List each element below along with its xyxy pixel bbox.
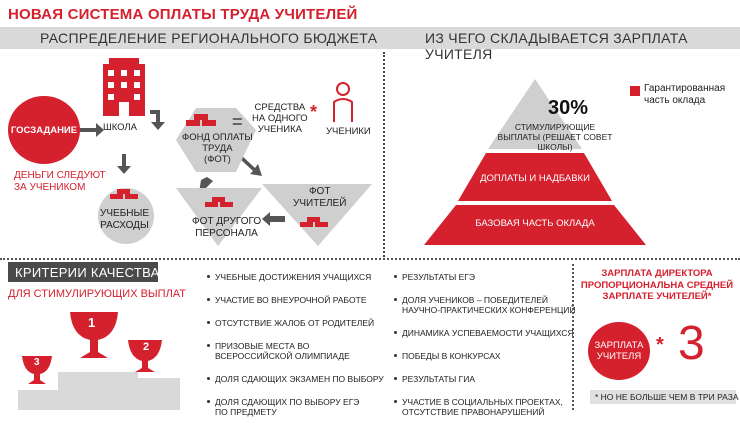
list-item: ПОБЕДЫ В КОНКУРСАХ (394, 351, 574, 361)
list-item: УЧАСТИЕ В СОЦИАЛЬНЫХ ПРОЕКТАХ, ОТСУТСТВИЕ ПРАВОНАРУШЕНИЙ (394, 397, 574, 417)
asterisk: * (310, 102, 318, 122)
equals-sign: = (232, 112, 243, 132)
place-2-number: 2 (143, 341, 150, 353)
place-3-number: 3 (34, 357, 40, 368)
horizontal-divider (0, 258, 740, 260)
fot-other-label: ФОТ ДРУГОГО ПЕРСОНАЛА (192, 216, 262, 239)
multiply-asterisk: * (656, 334, 664, 356)
student-icon (334, 83, 352, 122)
list-item: ПРИЗОВЫЕ МЕСТА ВО ВСЕРОССИЙСКОЙ ОЛИМПИАДЕ (207, 341, 395, 361)
legend-swatch (630, 86, 640, 96)
pyramid-top-text: СТИМУЛИРУЮЩИЕ ВЫПЛАТЫ (РЕШАЕТ СОВЕТ ШКОЛЫ) (497, 122, 613, 152)
pyramid-middle-text: ДОПЛАТЫ И НАДБАВКИ (480, 173, 590, 184)
place-1-number: 1 (88, 315, 96, 330)
per-student-label: СРЕДСТВА НА ОДНОГО УЧЕНИКА (252, 102, 308, 135)
students-label: УЧЕНИКИ (326, 126, 371, 137)
list-item: УЧЕБНЫЕ ДОСТИЖЕНИЯ УЧАЩИХСЯ (207, 272, 395, 282)
multiplier-number: 3 (678, 317, 705, 370)
legend-label: Гарантированная часть оклада (644, 83, 726, 106)
arrow-school-expenses-icon (117, 154, 131, 174)
pyramid-top-percent: 30% (548, 97, 589, 119)
page-title: НОВАЯ СИСТЕМА ОПЛАТЫ ТРУДА УЧИТЕЛЕЙ (8, 6, 358, 23)
school-label: ШКОЛА (103, 122, 137, 133)
section-right-title: ИЗ ЧЕГО СКЛАДЫВАЕТСЯ ЗАРПЛАТА УЧИТЕЛЯ (425, 30, 688, 62)
arrow-teachers-other-icon (262, 212, 285, 226)
criteria-subtitle: ДЛЯ СТИМУЛИРУЮЩИХ ВЫПЛАТ (8, 288, 186, 300)
arrow-gos-school-icon (80, 123, 104, 137)
list-item: РЕЗУЛЬТАТЫ ГИА (394, 374, 574, 384)
criteria-title: КРИТЕРИИ КАЧЕСТВА (15, 265, 160, 280)
study-expenses-label: УЧЕБНЫЕ РАСХОДЫ (100, 208, 149, 231)
list-item: ДИНАМИКА УСПЕВАЕМОСТИ УЧАЩИХСЯ (394, 328, 574, 338)
podium-blocks (18, 372, 180, 410)
list-item: РЕЗУЛЬТАТЫ ЕГЭ (394, 272, 574, 282)
list-item: ДОЛЯ СДАЮЩИХ ПО ВЫБОРУ ЕГЭ ПО ПРЕДМЕТУ (207, 397, 395, 417)
teacher-salary-circle (588, 322, 650, 380)
arrow-school-fot-icon (150, 110, 165, 130)
list-item: ДОЛЯ УЧЕНИКОВ – ПОБЕДИТЕЛЕЙ НАУЧНО-ПРАКТИЧЕСКИХ КОНФЕРЕНЦИЙ (394, 295, 574, 315)
criteria-list-1 (207, 272, 395, 430)
teacher-salary-label: ЗАРПЛАТА УЧИТЕЛЯ (594, 340, 644, 362)
school-building-icon (103, 58, 145, 116)
footnote: * НО НЕ БОЛЬШЕ ЧЕМ В ТРИ РАЗА (595, 392, 739, 402)
goszadanie-label: ГОСЗАДАНИЕ (10, 124, 78, 136)
list-item: ОТСУТСТВИЕ ЖАЛОБ ОТ РОДИТЕЛЕЙ (207, 318, 395, 328)
vertical-divider (383, 52, 385, 257)
goszadanie-circle (8, 96, 80, 164)
director-title: ЗАРПЛАТА ДИРЕКТОРА ПРОПОРЦИОНАЛЬНА СРЕДНЕЙ ЗАРПЛАТЕ УЧИТЕЛЕЙ* (580, 268, 734, 302)
fot-label: ФОНД ОПЛАТЫ ТРУДА (ФОТ) (182, 132, 253, 165)
director-divider (572, 264, 574, 410)
criteria-list-2 (394, 272, 574, 430)
list-item: УЧАСТИЕ ВО ВНЕУРОЧНОЙ РАБОТЕ (207, 295, 395, 305)
list-item: ДОЛЯ СДАЮЩИХ ЭКЗАМЕН ПО ВЫБОРУ (207, 374, 395, 384)
section-left-title: РАСПРЕДЕЛЕНИЕ РЕГИОНАЛЬНОГО БЮДЖЕТА (40, 30, 378, 46)
pyramid-bottom-text: БАЗОВАЯ ЧАСТЬ ОКЛАДА (475, 218, 595, 229)
fot-teachers-label: ФОТ УЧИТЕЛЕЙ (293, 186, 347, 209)
money-follows-label: ДЕНЬГИ СЛЕДУЮТ ЗА УЧЕНИКОМ (14, 170, 106, 193)
